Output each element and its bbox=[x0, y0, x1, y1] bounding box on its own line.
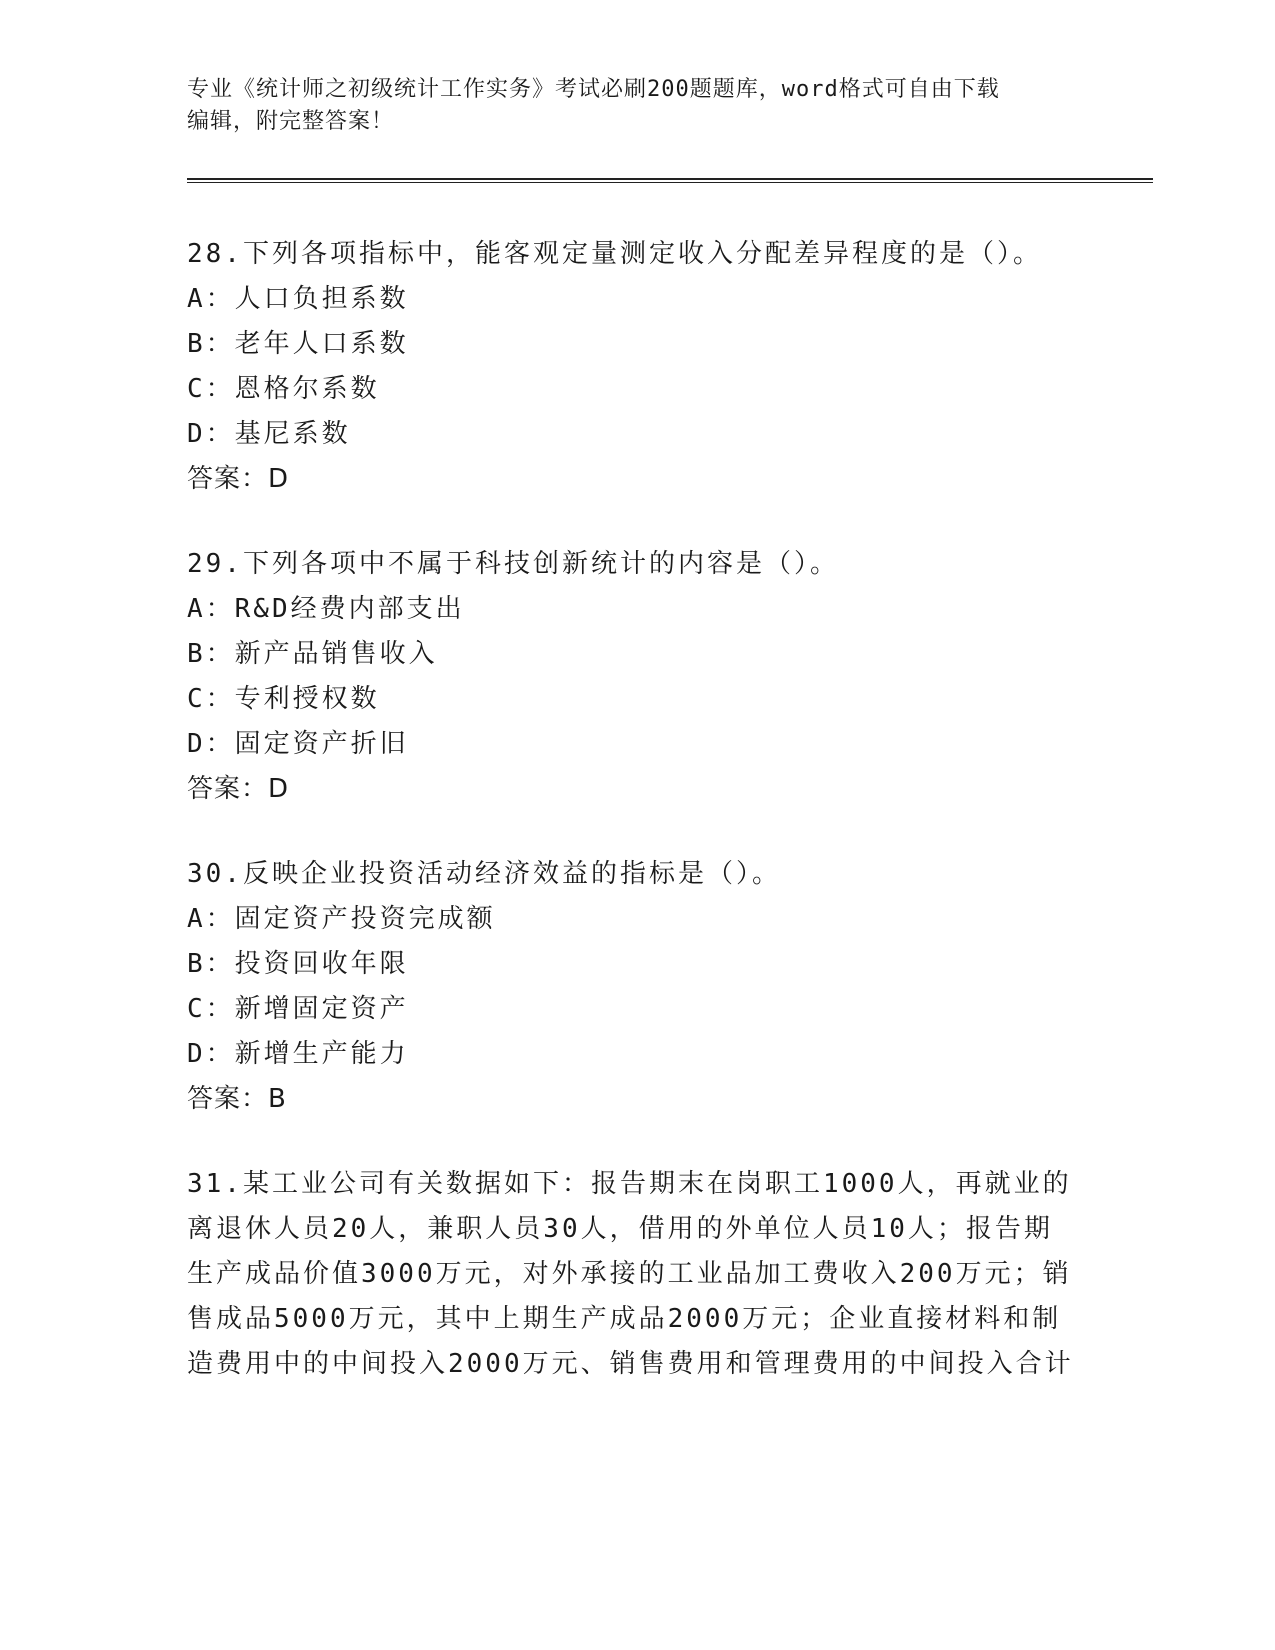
header-divider-thick bbox=[187, 178, 1153, 180]
question-stem-line-1: 31.某工业公司有关数据如下：报告期末在岗职工1000人，再就业的 bbox=[187, 1169, 1072, 1199]
option-a: A：固定资产投资完成额 bbox=[187, 904, 496, 934]
question-31 bbox=[187, 1162, 1074, 1387]
option-d: D：新增生产能力 bbox=[187, 1039, 409, 1069]
question-stem-line-5: 造费用中的中间投入2000万元、销售费用和管理费用的中间投入合计 bbox=[187, 1349, 1074, 1379]
option-c: C：新增固定资产 bbox=[187, 994, 409, 1024]
option-d: D：固定资产折旧 bbox=[187, 729, 409, 759]
question-stem-line-3: 生产成品价值3000万元，对外承接的工业品加工费收入200万元；销 bbox=[187, 1259, 1072, 1289]
question-stem: 28.下列各项指标中，能客观定量测定收入分配差异程度的是（）。 bbox=[187, 239, 1042, 269]
question-28 bbox=[187, 232, 1067, 502]
option-c: C：恩格尔系数 bbox=[187, 374, 380, 404]
question-stem: 30.反映企业投资活动经济效益的指标是（）。 bbox=[187, 859, 781, 889]
option-b: B：投资回收年限 bbox=[187, 949, 409, 979]
option-d: D：基尼系数 bbox=[187, 419, 351, 449]
answer-label: 答案：B bbox=[187, 1084, 287, 1114]
option-a: A：R&D经费内部支出 bbox=[187, 594, 465, 624]
question-list bbox=[187, 232, 1074, 1427]
option-c: C：专利授权数 bbox=[187, 684, 380, 714]
question-30 bbox=[187, 852, 1067, 1122]
question-stem-line-4: 售成品5000万元，其中上期生产成品2000万元；企业直接材料和制 bbox=[187, 1304, 1062, 1334]
answer-label: 答案：D bbox=[187, 464, 290, 494]
option-b: B：新产品销售收入 bbox=[187, 639, 438, 669]
header-line-2: 编辑，附完整答案！ bbox=[187, 109, 395, 134]
question-29 bbox=[187, 542, 1067, 812]
document-header bbox=[187, 74, 1067, 138]
option-a: A：人口负担系数 bbox=[187, 284, 409, 314]
answer-label: 答案：D bbox=[187, 774, 290, 804]
question-stem: 29.下列各项中不属于科技创新统计的内容是（）。 bbox=[187, 549, 839, 579]
header-line-1: 专业《统计师之初级统计工作实务》考试必刷200题题库，word格式可自由下载 bbox=[187, 77, 1000, 102]
header-divider-thin bbox=[187, 182, 1153, 183]
question-stem-line-2: 离退休人员20人，兼职人员30人，借用的外单位人员10人；报告期 bbox=[187, 1214, 1053, 1244]
option-b: B：老年人口系数 bbox=[187, 329, 409, 359]
